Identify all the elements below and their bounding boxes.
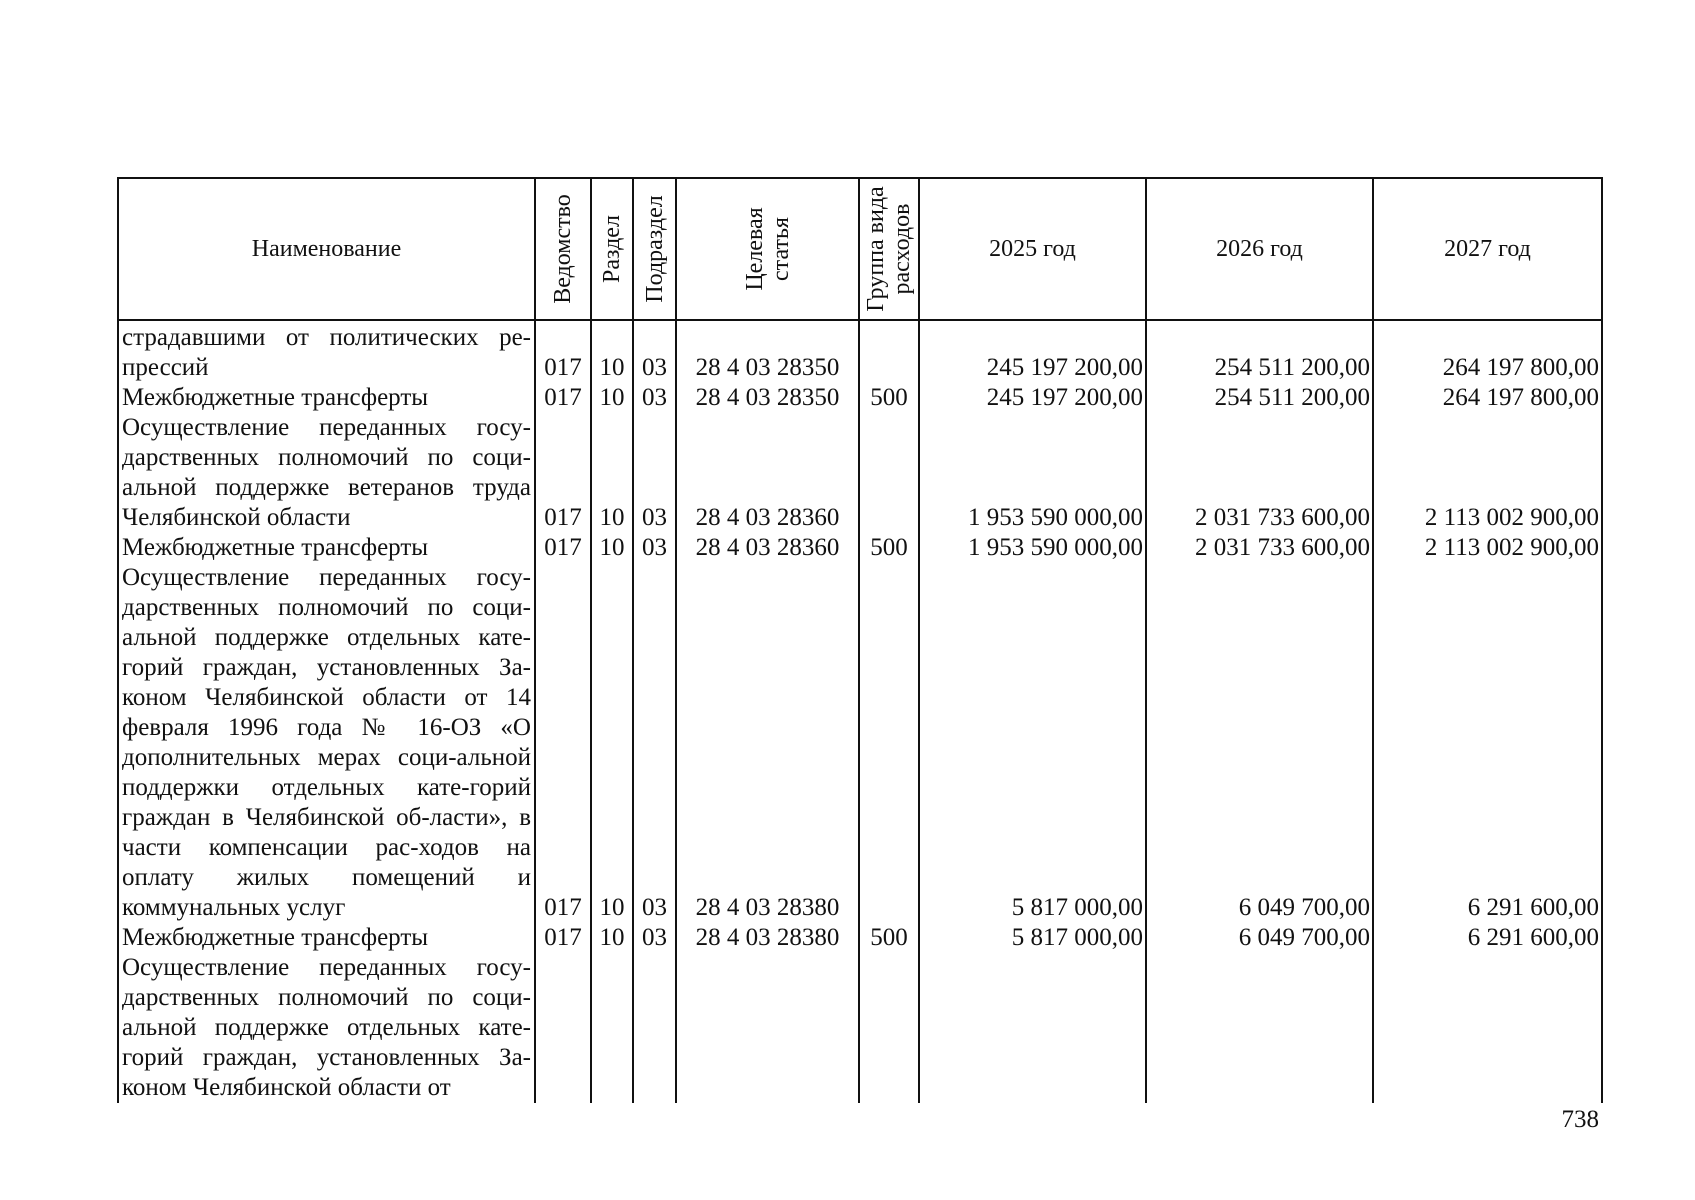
cell-2025: [919, 953, 1146, 1103]
header-vedomstvo-label: Ведомство: [550, 194, 576, 304]
header-2027: 2027 год: [1373, 178, 1602, 320]
cell-razdel: 10: [591, 563, 633, 923]
table-row: [118, 320, 1602, 383]
cell-name: Межбюджетные трансферты: [118, 383, 535, 413]
cell-podrazdel: 03: [633, 383, 676, 413]
cell-2025: 5 817 000,00: [919, 923, 1146, 953]
table-row: [118, 413, 1602, 533]
table-row: [118, 563, 1602, 923]
cell-podrazdel: 03: [633, 923, 676, 953]
cell-2027: 6 291 600,00: [1373, 923, 1602, 953]
header-2026: 2026 год: [1146, 178, 1373, 320]
cell-2026: 2 031 733 600,00: [1146, 533, 1373, 563]
cell-razdel: 10: [591, 413, 633, 533]
cell-gruppa: [859, 953, 919, 1103]
cell-razdel: 10: [591, 383, 633, 413]
header-podrazdel-label: Подраздел: [641, 195, 668, 303]
cell-2025: 245 197 200,00: [919, 383, 1146, 413]
cell-celevaya-statya: 28 4 03 28350: [676, 383, 859, 413]
cell-gruppa: 500: [859, 923, 919, 953]
cell-name: Осуществление переданных госу-дарственных полномочий по соци-альной поддержке ветеранов труда Челябинской области: [118, 413, 535, 533]
cell-razdel: [591, 953, 633, 1103]
header-podrazdel: [633, 178, 676, 320]
cell-2025: 5 817 000,00: [919, 563, 1146, 923]
table-row: [118, 533, 1602, 563]
header-gruppa-label: Группа вида расходов: [863, 186, 915, 312]
table-row: [118, 953, 1602, 1103]
cell-2026: 2 031 733 600,00: [1146, 413, 1373, 533]
cell-2025: 1 953 590 000,00: [919, 533, 1146, 563]
cell-vedomstvo: 017: [535, 413, 591, 533]
cell-2026: [1146, 953, 1373, 1103]
cell-gruppa: [859, 413, 919, 533]
cell-gruppa: 500: [859, 533, 919, 563]
table-row: [118, 923, 1602, 953]
cell-name: Осуществление переданных госу-дарственных полномочий по соци-альной поддержке отдельных кате-горий граждан, установленных За-коном Челябинской области от: [118, 953, 535, 1103]
cell-name: Межбюджетные трансферты: [118, 923, 535, 953]
cell-podrazdel: 03: [633, 533, 676, 563]
cell-2025: 1 953 590 000,00: [919, 413, 1146, 533]
cell-2027: 2 113 002 900,00: [1373, 413, 1602, 533]
budget-table-wrapper: [117, 177, 1601, 1103]
header-gruppa-vida-rashodov: [859, 178, 919, 320]
cell-vedomstvo: 017: [535, 320, 591, 383]
header-row: [118, 178, 1602, 320]
cell-vedomstvo: 017: [535, 563, 591, 923]
cell-2027: 6 291 600,00: [1373, 563, 1602, 923]
cell-2026: 254 511 200,00: [1146, 320, 1373, 383]
cell-2026: 254 511 200,00: [1146, 383, 1373, 413]
cell-gruppa: 500: [859, 383, 919, 413]
header-razdel: [591, 178, 633, 320]
cell-celevaya-statya: 28 4 03 28380: [676, 923, 859, 953]
cell-2027: 264 197 800,00: [1373, 383, 1602, 413]
header-2025: 2025 год: [919, 178, 1146, 320]
cell-name: страдавшими от политических ре-прессий: [118, 320, 535, 383]
cell-podrazdel: 03: [633, 563, 676, 923]
cell-razdel: 10: [591, 533, 633, 563]
cell-razdel: 10: [591, 923, 633, 953]
cell-celevaya-statya: 28 4 03 28380: [676, 563, 859, 923]
table-header: [118, 178, 1602, 320]
cell-2025: 245 197 200,00: [919, 320, 1146, 383]
header-celevaya-statya-label: Целевая статья: [741, 207, 794, 291]
cell-razdel: 10: [591, 320, 633, 383]
cell-celevaya-statya: [676, 953, 859, 1103]
cell-celevaya-statya: 28 4 03 28360: [676, 533, 859, 563]
page-number: 738: [1561, 1106, 1599, 1133]
header-celevaya-statya: [676, 178, 859, 320]
cell-vedomstvo: 017: [535, 533, 591, 563]
budget-table: [117, 177, 1603, 1103]
header-name: Наименование: [118, 178, 535, 320]
cell-name: Осуществление переданных госу-дарственных полномочий по соци-альной поддержке отдельных кате-горий граждан, установленных За-коном Челябинской области от 14 февраля 1996 года № 16-ОЗ «О дополнительных мерах соци-альной поддержки отдельных кате-горий граждан в Челябинской об-ласти», в части компенсации рас-ходов на оплату жилых помещений и коммунальных услуг: [118, 563, 535, 923]
cell-name: Межбюджетные трансферты: [118, 533, 535, 563]
cell-vedomstvo: [535, 953, 591, 1103]
cell-celevaya-statya: 28 4 03 28350: [676, 320, 859, 383]
cell-celevaya-statya: 28 4 03 28360: [676, 413, 859, 533]
cell-2027: 2 113 002 900,00: [1373, 533, 1602, 563]
header-razdel-label: Раздел: [599, 215, 625, 283]
cell-gruppa: [859, 320, 919, 383]
cell-podrazdel: [633, 953, 676, 1103]
cell-2026: 6 049 700,00: [1146, 923, 1373, 953]
cell-gruppa: [859, 563, 919, 923]
table-body: [118, 320, 1602, 1103]
cell-2027: [1373, 953, 1602, 1103]
table-row: [118, 383, 1602, 413]
cell-podrazdel: 03: [633, 413, 676, 533]
cell-vedomstvo: 017: [535, 383, 591, 413]
cell-podrazdel: 03: [633, 320, 676, 383]
cell-2027: 264 197 800,00: [1373, 320, 1602, 383]
cell-vedomstvo: 017: [535, 923, 591, 953]
cell-2026: 6 049 700,00: [1146, 563, 1373, 923]
header-vedomstvo: [535, 178, 591, 320]
